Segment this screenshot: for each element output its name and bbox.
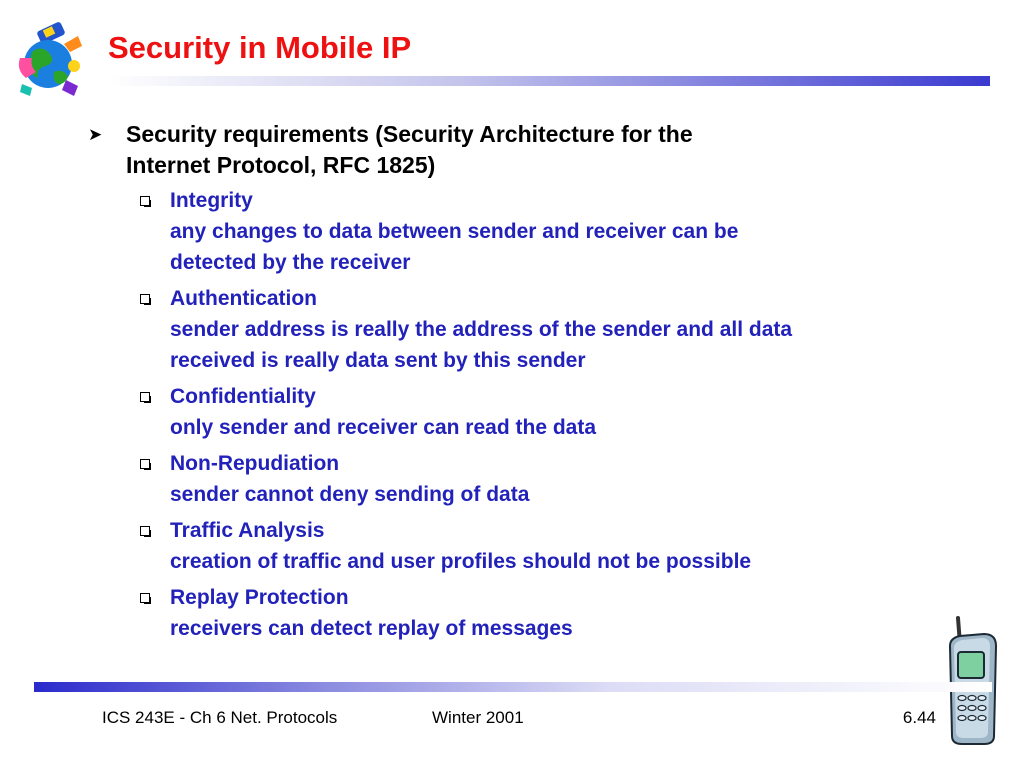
slide-content	[88, 119, 948, 644]
box-bullet-icon	[140, 392, 150, 402]
requirement-heading: Authentication	[170, 287, 317, 310]
mobile-phone-icon	[944, 614, 1000, 746]
requirement-heading: Traffic Analysis	[170, 519, 325, 542]
requirement-heading: Confidentiality	[170, 385, 316, 408]
box-bullet-icon	[140, 294, 150, 304]
requirement-description: receivers can detect replay of messages	[170, 617, 573, 640]
requirement-item	[170, 283, 948, 376]
title-divider	[108, 76, 990, 86]
requirement-heading: Non-Repudiation	[170, 452, 340, 475]
main-bullet-line-1: Security requirements (Security Architecture for the	[126, 121, 693, 147]
requirement-item	[170, 448, 948, 510]
requirement-description: only sender and receiver can read the data	[170, 416, 597, 439]
requirement-description: creation of traffic and user profiles should not be possible	[170, 550, 752, 573]
main-bullet-line-2: Internet Protocol, RFC 1825)	[126, 152, 436, 178]
requirement-description: detected by the receiver	[170, 251, 411, 274]
box-bullet-icon	[140, 593, 150, 603]
footer-term: Winter 2001	[432, 708, 524, 727]
arrow-bullet-icon: ➤	[88, 125, 103, 144]
page-number: 6.44	[902, 708, 936, 727]
requirement-item	[170, 185, 948, 278]
box-bullet-icon	[140, 196, 150, 206]
requirement-description: any changes to data between sender and receiver can be	[170, 220, 739, 243]
footer-divider	[34, 682, 992, 692]
requirement-item	[170, 582, 948, 644]
requirement-heading: Replay Protection	[170, 586, 349, 609]
requirements-list	[88, 185, 948, 644]
requirement-item	[170, 381, 948, 443]
box-bullet-icon	[140, 526, 150, 536]
requirement-item	[170, 515, 948, 577]
globe-phone-clipart-icon	[14, 22, 86, 100]
requirement-heading: Integrity	[170, 189, 253, 212]
box-bullet-icon	[140, 459, 150, 469]
requirement-description: sender cannot deny sending of data	[170, 483, 530, 506]
requirement-description: sender address is really the address of the sender and all data	[170, 318, 793, 341]
main-bullet	[88, 119, 948, 181]
footer-course: ICS 243E - Ch 6 Net. Protocols	[102, 708, 338, 727]
requirement-description: received is really data sent by this sender	[170, 349, 586, 372]
slide-title: Security in Mobile IP	[108, 30, 412, 65]
